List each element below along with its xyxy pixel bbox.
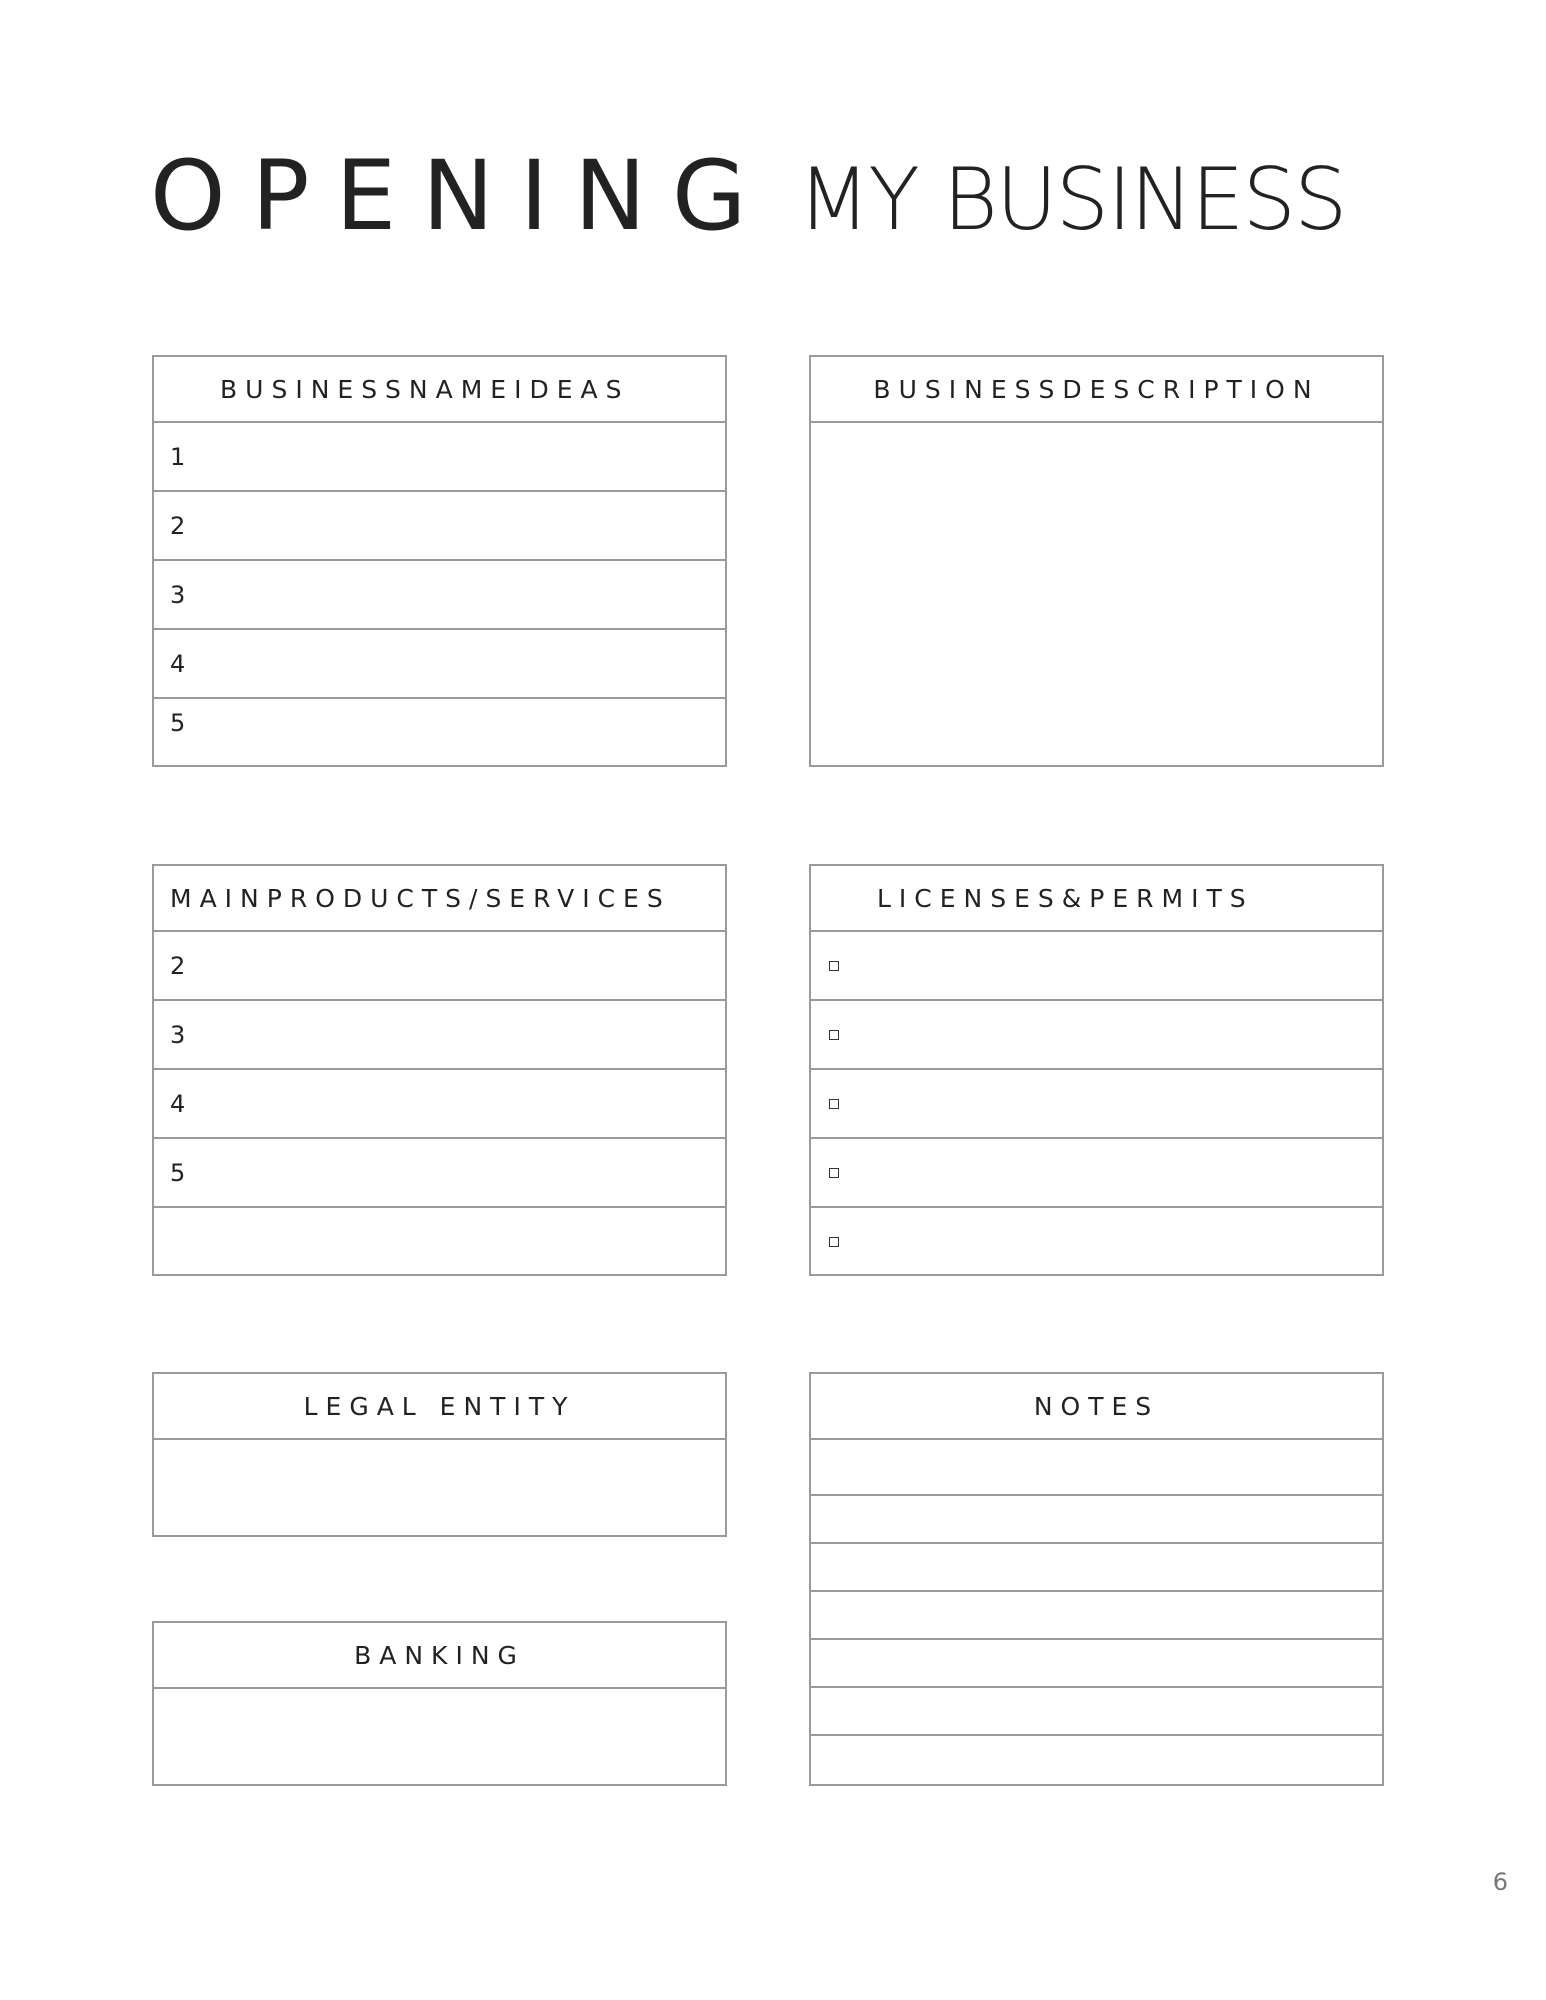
licenses-permits-box xyxy=(809,864,1384,1276)
checkbox[interactable] xyxy=(829,961,839,971)
checkbox[interactable] xyxy=(829,1030,839,1040)
notes-line[interactable] xyxy=(811,1592,1382,1640)
license-row xyxy=(811,1070,1382,1139)
business-name-ideas-box xyxy=(152,355,727,767)
license-row xyxy=(811,932,1382,1001)
row-number: 3 xyxy=(170,1021,186,1049)
business-description-area[interactable] xyxy=(811,423,1382,765)
product-row[interactable] xyxy=(154,932,725,1001)
checkbox[interactable] xyxy=(829,1168,839,1178)
row-number: 5 xyxy=(170,709,186,737)
row-number: 4 xyxy=(170,650,186,678)
checkbox[interactable] xyxy=(829,1099,839,1109)
row-number: 3 xyxy=(170,581,186,609)
product-row[interactable] xyxy=(154,1139,725,1208)
row-number: 2 xyxy=(170,512,186,540)
notes-line[interactable] xyxy=(811,1496,1382,1544)
business-name-ideas-header: BUSINESSNAMEIDEAS xyxy=(154,357,725,423)
row-number: 4 xyxy=(170,1090,186,1118)
notes-box xyxy=(809,1372,1384,1786)
name-idea-row[interactable] xyxy=(154,492,725,561)
title-word-my-business: MY BUSINESS xyxy=(798,150,1346,250)
notes-line[interactable] xyxy=(811,1640,1382,1688)
product-row[interactable] xyxy=(154,1001,725,1070)
notes-line[interactable] xyxy=(811,1440,1382,1496)
product-row[interactable] xyxy=(154,1208,725,1277)
license-row xyxy=(811,1208,1382,1277)
title-word-opening: OPENING xyxy=(150,140,773,252)
name-idea-row[interactable] xyxy=(154,630,725,699)
business-description-header: BUSINESSDESCRIPTION xyxy=(811,357,1382,423)
notes-line[interactable] xyxy=(811,1736,1382,1784)
notes-line[interactable] xyxy=(811,1688,1382,1736)
checkbox[interactable] xyxy=(829,1237,839,1247)
banking-area[interactable] xyxy=(154,1689,725,1784)
licenses-permits-header: LICENSES&PERMITS xyxy=(811,866,1382,932)
name-idea-row[interactable] xyxy=(154,699,725,768)
row-number: 2 xyxy=(170,952,186,980)
row-number: 1 xyxy=(170,443,186,471)
legal-entity-header: LEGAL ENTITY xyxy=(154,1374,725,1440)
business-description-box xyxy=(809,355,1384,767)
name-idea-row[interactable] xyxy=(154,423,725,492)
page-number: 6 xyxy=(1492,1868,1508,1896)
main-products-services-header: MAINPRODUCTS/SERVICES xyxy=(154,866,725,932)
license-row xyxy=(811,1001,1382,1070)
product-row[interactable] xyxy=(154,1070,725,1139)
license-row xyxy=(811,1139,1382,1208)
notes-header: NOTES xyxy=(811,1374,1382,1440)
legal-entity-box xyxy=(152,1372,727,1537)
banking-header: BANKING xyxy=(154,1623,725,1689)
main-products-services-box xyxy=(152,864,727,1276)
name-idea-row[interactable] xyxy=(154,561,725,630)
notes-line[interactable] xyxy=(811,1544,1382,1592)
page-title xyxy=(150,140,1352,252)
row-number: 5 xyxy=(170,1159,186,1187)
banking-box xyxy=(152,1621,727,1786)
legal-entity-area[interactable] xyxy=(154,1440,725,1535)
